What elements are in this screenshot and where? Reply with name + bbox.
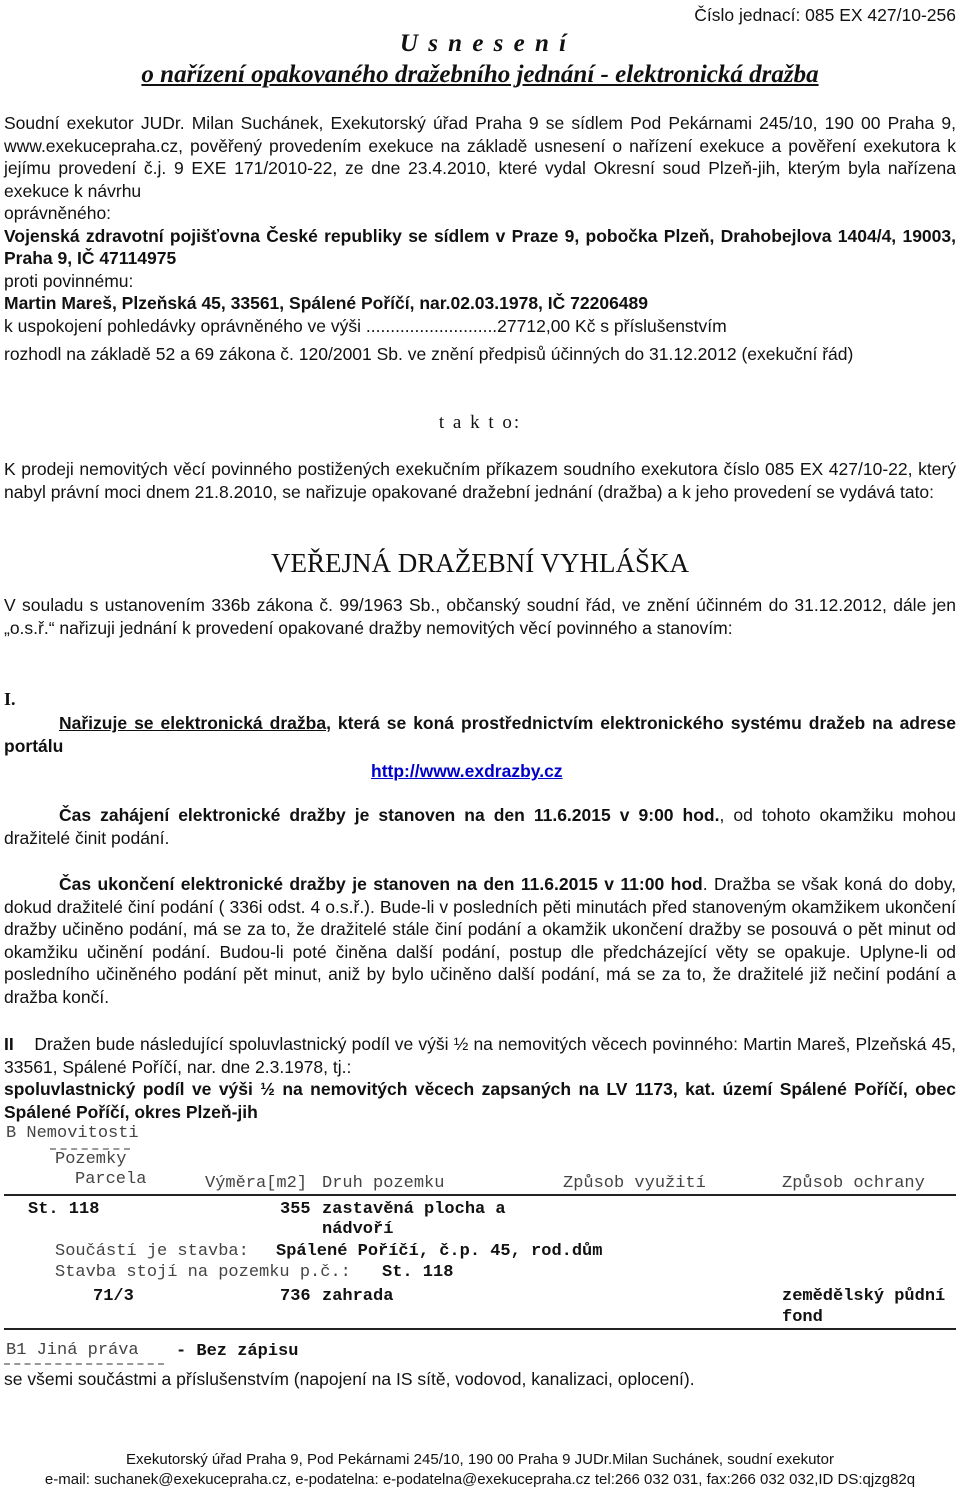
row2-druh: zahrada — [322, 1287, 394, 1306]
section-2-text: Dražen bude následující spoluvlastnický podíl ve výši ½ na nemovitých věcech povinného: Martin Mareš, Plzeňská 45, 33561, Spálené Poříčí, nar. dne 2.3.1978, tj.: — [4, 1034, 957, 1077]
document-title: U s n e s e n í — [399, 30, 569, 57]
stavba-label: Stavba stojí na pozemku p.č.: — [55, 1263, 351, 1282]
row2-vymera: 736 — [280, 1287, 311, 1306]
divider — [4, 1328, 956, 1330]
ukonceni-rest: . Dražba se však koná do doby, dokud dražitelé činí podání ( 336i odst. 4 o.s.ř.). Bude-li v posledních pěti minutách před stanoveným okamžikem ukončení dražby učiněno podání, má se za to, že dražitelé stále činí podání a okamžik ukončení dražby se posouvá o pět minut od okamžiku učinění podání. Budou-li poté činěna další podání, postup dle předcházející věty se opakuje. Uplyne-li od posledního učiněného podání pět minut, aniž by bylo učiněno další podání, má se za to, že dražitelé již nečiní podání a dražba končí. — [4, 874, 957, 1007]
prodej-paragraph: K prodeji nemovitých věcí povinného postižených exekučním příkazem soudního exekutora číslo 085 EX 427/10-22, který nabyl právní moci dnem 21.8.2010, se nařizuje opakované dražební jednání (dražba) a k jeho provedení se vydává tato: — [4, 459, 956, 502]
elektronicka-drazba-heading: Nařizuje se elektronická dražba — [59, 713, 327, 733]
row1-druh-1: zastavěná plocha a — [322, 1200, 506, 1219]
ukonceni-bold: Čas ukončení elektronické dražby je stanoven na den 11.6.2015 v 11:00 hod — [59, 874, 703, 894]
rozhodl-text: rozhodl na základě 52 a 69 zákona č. 120/2001 Sb. ve znění předpisů účinných do 31.12.2012 (exekuční řád) — [4, 344, 854, 364]
zahajeni-bold: Čas zahájení elektronické dražby je stanoven na den 11.6.2015 v 9:00 hod. — [59, 805, 720, 825]
document-subtitle: o nařízení opakovaného dražebního jednání - elektronická dražba — [141, 61, 819, 88]
b1-label: B1 Jiná práva — [6, 1341, 139, 1360]
prislusenstvi-note: se všemi součástmi a příslušenstvím (napojení na IS sítě, vodovod, kanalizaci, oplocení). — [4, 1369, 695, 1389]
section-2 — [4, 1033, 956, 1123]
takto-heading: t a k t o: — [438, 412, 522, 433]
vyhlaska-heading: VEŘEJNÁ DRAŽEBNÍ VYHLÁŠKA — [271, 548, 689, 578]
section-1-number: I. — [4, 689, 16, 709]
section-2-bold: spoluvlastnický podíl ve výši ½ na nemovitých věcech zapsaných na LV 1173, kat. území Spálené Poříčí, obec Spálené Poříčí, okres Plzeň-jih — [4, 1079, 956, 1122]
parcela-label: Parcela — [75, 1170, 147, 1189]
soucasti-value: Spálené Poříčí, č.p. 45, rod.dům — [276, 1242, 603, 1261]
cadastre-excerpt — [0, 1120, 960, 1370]
povinny-label: proti povinnému: — [4, 270, 134, 291]
b1-value: - Bez zápisu — [176, 1342, 299, 1361]
zahajeni-rest: , od tohoto okamžiku mohou dražitelé činit podání. — [4, 805, 956, 848]
section-2-number: II — [4, 1034, 14, 1054]
row2-ochrana-2: fond — [782, 1308, 823, 1327]
col-druh: Druh pozemku — [322, 1174, 445, 1193]
row2-parcela: 71/3 — [93, 1287, 134, 1306]
opravneny-value: Vojenská zdravotní pojišťovna České republiky se sídlem v Praze 9, pobočka Plzeň, Drahobejlova 1404/4, 19003, Praha 9, IČ 47114975 — [4, 225, 956, 268]
intro-block — [4, 112, 956, 366]
case-number: Číslo jednací: 085 EX 427/10-256 — [694, 5, 956, 25]
row1-vymera: 355 — [280, 1200, 311, 1219]
footer-contacts: e-mail: suchanek@exekucepraha.cz, e-podatelna: e-podatelna@exekucepraha.cz tel:266 032 031, fax:266 032 032,ID DS:qjzg82q — [44, 1471, 916, 1488]
pozemky-label: Pozemky — [55, 1150, 127, 1169]
row2-ochrana-1: zemědělský půdní — [782, 1287, 946, 1306]
section-1-lead — [4, 712, 956, 757]
intro-text: Soudní exekutor JUDr. Milan Suchánek, Exekutorský úřad Praha 9 se sídlem Pod Pekárnami 245/10, 190 00 Praha 9, www.exekucepraha.cz, pověřený provedením exekuce na základě usnesení o nařízení exekuce a pověření exekutora k jejímu provedení č.j. 9 EXE 171/2010-22, ze dne 23.4.2010, které vydal Okresní soud Plzeň-jih, kterým byla nařízena exekuce k návrhu — [4, 113, 956, 201]
col-vyuziti: Způsob využití — [563, 1174, 706, 1193]
divider — [4, 1194, 956, 1196]
col-vymera: Výměra[m2] — [205, 1174, 308, 1193]
stavba-value: St. 118 — [382, 1263, 454, 1282]
portal-link[interactable]: http://www.exdrazby.cz — [371, 761, 563, 781]
pohledavka-text: k uspokojení pohledávky oprávněného ve výši ...........................27712,00 Kč s příslušenstvím — [4, 315, 727, 336]
b-nemovitosti-heading: B Nemovitosti — [6, 1124, 139, 1143]
povinny-value: Martin Mareš, Plzeňská 45, 33561, Spálené Poříčí, nar.02.03.1978, IČ 72206489 — [4, 293, 649, 313]
row1-druh-2: nádvoří — [322, 1220, 394, 1239]
col-ochrany: Způsob ochrany — [782, 1174, 925, 1193]
ukonceni-paragraph — [4, 873, 956, 1008]
souladu-paragraph: V souladu s ustanovením 336b zákona č. 99/1963 Sb., občanský soudní řád, ve znění účinném do 31.12.2012, dále jen „o.s.ř.“ nařizuji jednání k provedení opakované dražby nemovitých věcí povinného a stanovím: — [4, 595, 956, 638]
footer-address: Exekutorský úřad Praha 9, Pod Pekárnami 245/10, 190 00 Praha 9 JUDr.Milan Suchánek, soudní exekutor — [126, 1451, 834, 1468]
opravneny-label: oprávněného: — [4, 203, 112, 223]
divider — [4, 1363, 164, 1365]
soucasti-label: Součástí je stavba: — [55, 1242, 249, 1261]
row1-parcela: St. 118 — [28, 1200, 100, 1219]
zahajeni-paragraph — [4, 804, 956, 849]
section-1-lead-rest: , která se koná prostřednictvím elektronického systému dražeb na adrese portálu — [4, 713, 956, 756]
